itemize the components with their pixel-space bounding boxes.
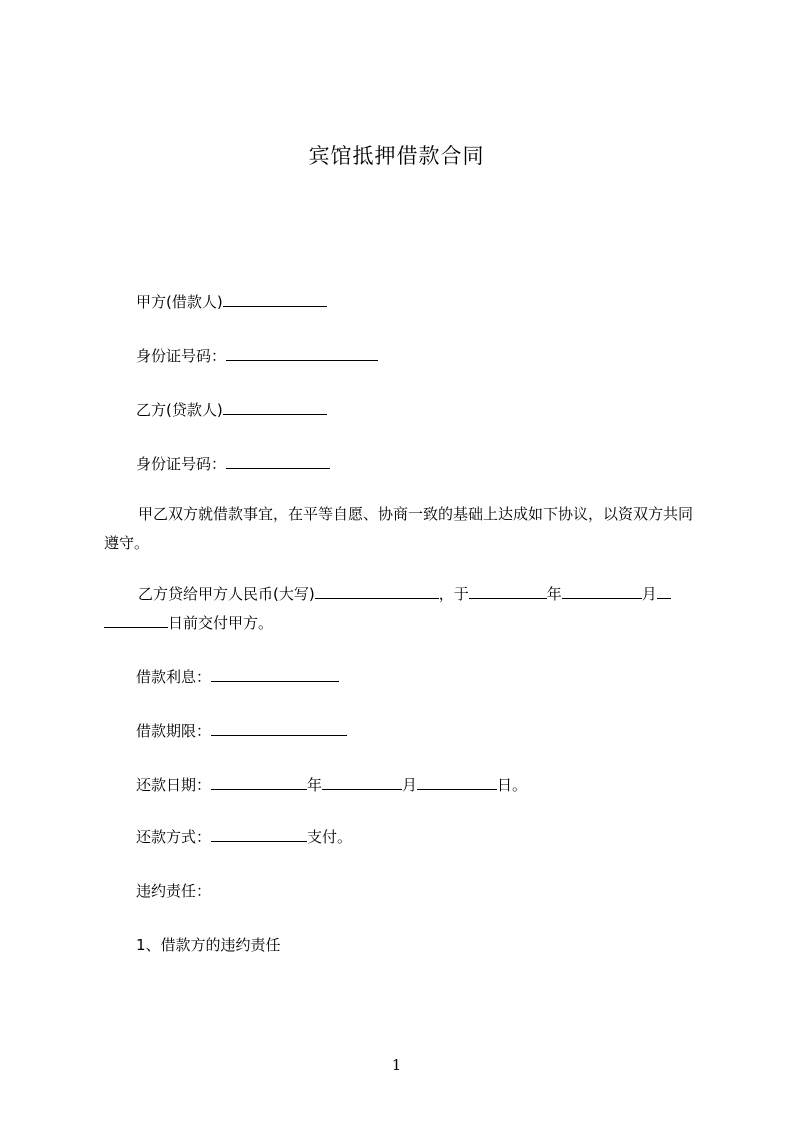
repay-method-blank[interactable] <box>211 827 307 842</box>
repay-year-blank[interactable] <box>211 775 307 790</box>
id-b-blank[interactable] <box>226 454 330 469</box>
agreement-paragraph: 甲乙双方就借款事宜，在平等自愿、协商一致的基础上达成如下协议，以资双方共同遵守。 <box>104 505 694 552</box>
document-title: 宾馆抵押借款合同 <box>308 144 485 168</box>
party-a-label: 甲方(借款人) <box>136 293 223 311</box>
party-a-blank[interactable] <box>223 292 327 307</box>
interest-line <box>136 666 339 687</box>
id-b-line <box>136 453 330 474</box>
interest-label: 借款利息： <box>136 668 212 686</box>
loan-paragraph <box>104 580 704 638</box>
party-a-line <box>136 291 327 312</box>
party-b-label: 乙方(贷款人) <box>136 401 223 419</box>
repay-method-line <box>136 826 352 847</box>
page-number: 1 <box>391 1056 402 1074</box>
repay-month-label: 月 <box>402 776 418 794</box>
loan-month-blank[interactable] <box>562 584 642 599</box>
loan-part2: ，于 <box>438 585 469 603</box>
id-a-blank[interactable] <box>226 346 378 361</box>
loan-month-label: 月 <box>641 585 657 603</box>
loan-year-label: 年 <box>546 585 562 603</box>
id-a-label: 身份证号码： <box>136 347 227 365</box>
period-blank[interactable] <box>211 721 347 736</box>
loan-day-blank-b[interactable] <box>104 613 168 628</box>
party-b-blank[interactable] <box>223 400 327 415</box>
repay-date-line <box>136 774 527 795</box>
interest-blank[interactable] <box>211 667 339 682</box>
loan-part3: 日前交付甲方。 <box>168 614 274 632</box>
repay-method-label: 还款方式： <box>136 828 212 846</box>
party-b-line <box>136 399 327 420</box>
liability-heading: 违约责任： <box>136 882 212 900</box>
repay-year-label: 年 <box>307 776 323 794</box>
id-b-label: 身份证号码： <box>136 455 227 473</box>
repay-date-label: 还款日期： <box>136 776 212 794</box>
period-line <box>136 720 347 741</box>
period-label: 借款期限： <box>136 722 212 740</box>
repay-month-blank[interactable] <box>322 775 402 790</box>
repay-day-label: 日。 <box>497 776 528 794</box>
pay-label: 支付。 <box>307 828 353 846</box>
loan-day-blank-a[interactable] <box>657 584 671 599</box>
borrower-liability-heading: 1、借款方的违约责任 <box>136 936 281 954</box>
amount-blank[interactable] <box>315 584 439 599</box>
id-a-line <box>136 345 378 366</box>
loan-part1: 乙方贷给甲方人民币(大写) <box>138 585 315 603</box>
repay-day-blank[interactable] <box>417 775 497 790</box>
loan-year-blank[interactable] <box>469 584 547 599</box>
